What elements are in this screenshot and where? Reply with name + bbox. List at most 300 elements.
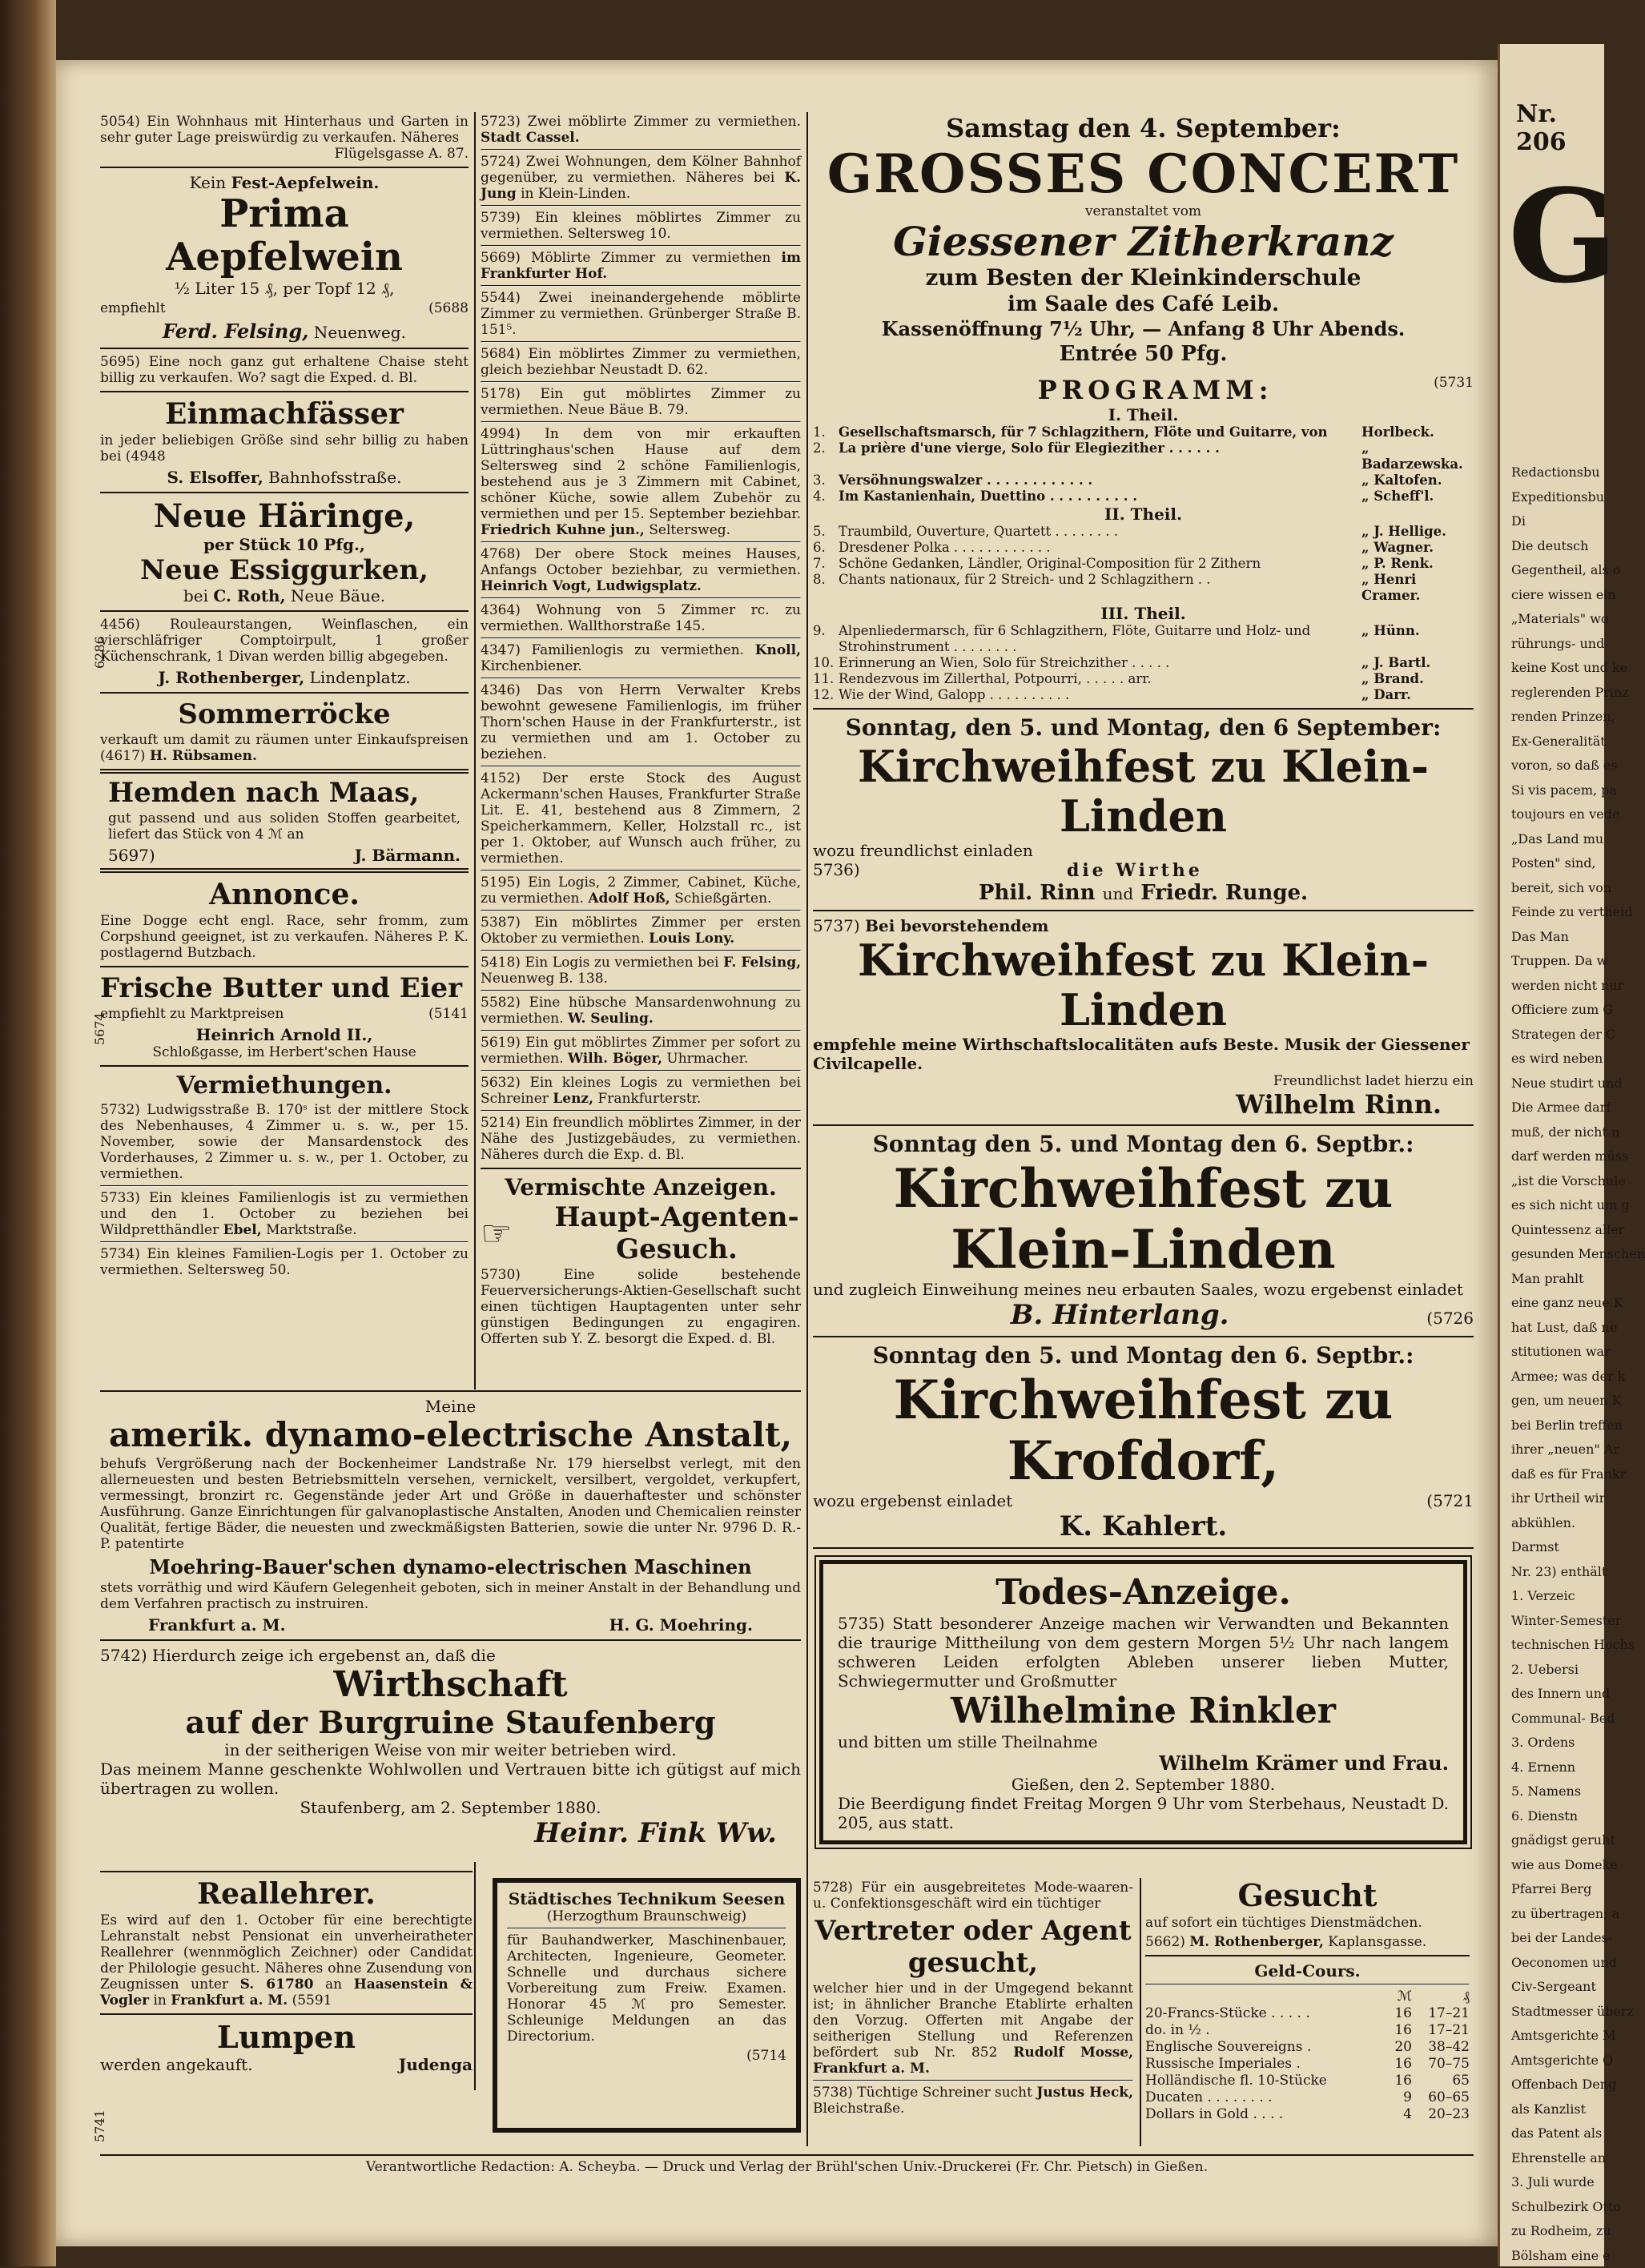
ad-meine: Meine (100, 1397, 801, 1416)
ad-5544: 5544) Zwei ineinandergehende möblirte Zimmer zu vermiethen. Grünberger Straße B. 151⁵. (481, 290, 801, 338)
programm-theil-1: I. Theil. (813, 405, 1474, 424)
ad-einmach-headline: Einmachfässer (100, 397, 469, 431)
page2-line: Offenbach Deng (1511, 2073, 1607, 2097)
programm-item (813, 671, 1474, 687)
page2-line: gnädigst geruht (1511, 1828, 1607, 1853)
kirch4-wozu-row (813, 1491, 1474, 1510)
kirch4-kahlert: K. Kahlert. (813, 1510, 1474, 1542)
divider (100, 391, 469, 392)
ad-hemden-headline: Hemden nach Maas, (108, 777, 461, 809)
ad-technikum-title: Städtisches Technikum Seesen (507, 1889, 786, 1908)
page2-line: Communal- Bed (1511, 1707, 1607, 1731)
todes-anzeige-box (819, 1560, 1467, 1844)
kirch2-intro: 5737) Bei bevorstehendem (813, 916, 1474, 935)
programm-item-title: Erinnerung an Wien, Solo für Streichzither . . . . . (839, 655, 1361, 671)
geld-cours-cell: 20 (1374, 2039, 1412, 2056)
programm-part-1 (813, 424, 1474, 505)
page2-line: darf werden müss (1511, 1144, 1607, 1169)
programm-item-composer: „ Darr. (1361, 687, 1474, 703)
ad-lumpen: werden angekauft. Judenga (100, 2055, 473, 2074)
page2-line: eine ganz neue K (1511, 1291, 1607, 1316)
page2-line: es wird neben (1511, 1047, 1607, 1072)
page2-line: gesunden Menschen (1511, 1242, 1607, 1267)
page2-line: zu Rodheim, zu (1511, 2219, 1607, 2244)
ad-einmach: in jeder beliebigen Größe sind sehr billig zu haben bei (4948 (100, 432, 469, 464)
programm-item-title: Chants nationaux, für 2 Streich- und 2 Schlagzithern . . (839, 572, 1361, 604)
programm-item (813, 489, 1474, 505)
ad-5418: 5418) Ein Logis zu vermiethen bei F. Felsing, Neuenweg B. 138. (481, 955, 801, 987)
ad-5387: 5387) Ein möblirtes Zimmer per ersten Oktober zu vermiethen. Louis Lony. (481, 915, 801, 947)
page2-line: Ex-Generalität (1511, 730, 1607, 754)
programm-item-composer: „ Brand. (1361, 671, 1474, 687)
ad-5195: 5195) Ein Logis, 2 Zimmer, Cabinet, Küche, zu vermiethen. Adolf Hoß, Schießgärten. (481, 875, 801, 907)
todes-beerdigung: Die Beerdigung findet Freitag Morgen 9 Uhr vom Sterbehaus, Neustadt D. 205, aus statt. (838, 1794, 1449, 1832)
programm-item (813, 623, 1474, 655)
page2-line: 2. Uebersi (1511, 1658, 1607, 1683)
geld-cours-cell: 16 (1374, 2005, 1412, 2022)
page2-line: Expeditionsbu (1511, 485, 1607, 510)
geld-cours-row (1145, 2005, 1470, 2022)
ad-essig-headline: Neue Essiggurken, (100, 554, 469, 586)
ad-moehring-text: stets vorräthig und wird Käufern Gelegenheit geboten, sich in meiner Anstalt in der Behandlung und dem Verfahren practisch zu instruiren. (100, 1580, 801, 1612)
programm-item-number: 11. (813, 671, 839, 687)
kirch2-freundl: Freundlichst ladet hierzu ein (1273, 1073, 1474, 1089)
ad-5669: 5669) Möblirte Zimmer zu vermiethen im Frankfurter Hof. (481, 250, 801, 282)
ad-4346: 4346) Das von Herrn Verwalter Krebs bewohnt gewesene Familienlogis, im früher Thorn'schen Hause in der Frankfurterstr., ist zu vermiethen und am 1. October zu beziehen. (481, 682, 801, 762)
page2-line: Quintessenz aller (1511, 1218, 1607, 1243)
ad-elsoffer: S. Elsoffer, Bahnhofsstraße. (100, 468, 469, 487)
geld-cours-cell: Dollars in Gold . . . . (1145, 2106, 1374, 2123)
geld-cours-cell: 17–21 (1412, 2005, 1470, 2022)
programm-title: PROGRAMM: (1038, 375, 1273, 405)
concert-zitherkranz: Giessener Zitherkranz (813, 219, 1474, 264)
ad-lumpen-headline: Lumpen (100, 2020, 473, 2055)
ad-technikum-text: für Bauhandwerker, Maschinenbauer, Architecten, Ingenieure, Geometer. Schnelle und durchaus sichere Vorbereitung zum Freiw. Examen. Honorar 45 ℳ pro Semester. Schleunige Meldungen an das Directorium. (507, 1932, 786, 2045)
page2-initial: G (1508, 172, 1618, 300)
real-block (100, 1866, 473, 2150)
technikum-block (493, 1878, 801, 2142)
ad-4456: 4456) Rouleaurstangen, Weinflaschen, ein vierschläfriger Comptoirpult, 1 großer Küchenschrank, 1 Divan werden billig abgegeben. (100, 617, 469, 665)
column-1 (100, 112, 469, 1281)
concert-entree: Entrée 50 Pfg. (813, 341, 1474, 367)
side-number-5741: 5741 (92, 2109, 107, 2142)
page2-line: zu übertragen; a (1511, 1902, 1607, 1927)
programm-item-number: 10. (813, 655, 839, 671)
gesucht-cours-block (1145, 1878, 1470, 2146)
page2-line: „ist die Vorschule (1511, 1169, 1607, 1194)
geld-cours-cell: 60–65 (1412, 2089, 1470, 2106)
ad-4994: 4994) In dem von mir erkauften Lüttringhaus'schen Hause auf dem Seltersweg sind 2 schöne Familienlogis, bestehend aus je 3 Zimmern mit Cabinet, schöner Küche, sowie allem Zubehör zu vermiethen und per 15. September beziehbar. Friedrich Kuhne jun., Seltersweg. (481, 426, 801, 538)
ad-5730: 5730) Eine solide bestehende Feuerversicherungs-Aktien-Gesellschaft sucht einen tüchtigen Hauptagenten unter sehr günstigen Bedingungen zu engagiren. Offerten sub Y. Z. besorgt die Exped. d. Bl. (481, 1267, 801, 1347)
programm-item-title: Dresdener Polka . . . . . . . . . . . . (839, 540, 1361, 556)
ad-hemden-text: gut passend und aus soliden Stoffen gearbeitet, liefert das Stück von 4 ℳ an (108, 810, 461, 842)
kirch1-headline: Kirchweihfest zu Klein-Linden (813, 742, 1474, 841)
programm-item-composer: „ Hünn. (1361, 623, 1474, 655)
kirch1-wirthe-row (813, 860, 1474, 881)
page2-line: Pfarrei Berg (1511, 1877, 1607, 1902)
page2-line: reglerenden Prinz (1511, 681, 1607, 706)
page2-line: werden nicht nur (1511, 974, 1607, 999)
ad-5632: 5632) Ein kleines Logis zu vermiethen bei Schreiner Lenz, Frankfurterstr. (481, 1075, 801, 1107)
programm-item (813, 655, 1474, 671)
kirch3-zugleich: und zugleich Einweihung meines neu erbauten Saales, wozu ergebenst einladet (813, 1280, 1474, 1299)
ad-haringe-headline: Neue Häringe, (100, 498, 469, 535)
geld-cours-row (1145, 2073, 1470, 2089)
ad-5684: 5684) Ein möblirtes Zimmer zu vermiethen, gleich beziehbar Neustadt D. 62. (481, 346, 801, 378)
ad-prima-headline: Prima Aepfelwein (100, 192, 469, 279)
geld-cours-title: Geld-Cours. (1145, 1961, 1470, 1980)
divider (100, 1185, 469, 1187)
ad-wohlwollen: Das meinem Manne geschenkte Wohlwollen und Vertrauen bitte ich gütigst auf mich übertragen zu wollen. (100, 1759, 801, 1798)
divider (100, 1065, 469, 1067)
page2-line: wie aus Domeke (1511, 1853, 1607, 1878)
page2-line: bereit, sich von (1511, 876, 1607, 901)
kirch4-wozu: wozu ergebenst einladet (813, 1491, 1012, 1510)
divider (100, 966, 469, 967)
wide-block (100, 1385, 801, 1858)
geld-cours-row (1145, 2056, 1470, 2073)
programm-item-composer: „ Scheff'l. (1361, 489, 1474, 505)
page2-line: ihr Urtheil wir (1511, 1486, 1607, 1511)
ad-5619: 5619) Ein gut möblirtes Zimmer per sofort zu vermiethen. Wilh. Böger, Uhrmacher. (481, 1035, 801, 1067)
ad-burgruine: auf der Burgruine Staufenberg (100, 1705, 801, 1740)
ad-wirthschaft-headline: Wirthschaft (100, 1665, 801, 1705)
page2-line: das Patent als (1511, 2121, 1607, 2146)
concert-saale: im Saale des Café Leib. (813, 292, 1474, 317)
geld-cours-row (1145, 2106, 1470, 2123)
page2-line: Si vis pacem, pa (1511, 778, 1607, 803)
page2-line: hat Lust, daß ne (1511, 1316, 1607, 1341)
ad-seither: in der seitherigen Weise von mir weiter betrieben wird. (100, 1740, 801, 1759)
programm-item-composer: „ Wagner. (1361, 540, 1474, 556)
concert-kasse: Kassenöffnung 7½ Uhr, — Anfang 8 Uhr Abends. (813, 317, 1474, 341)
ad-roth: bei C. Roth, Neue Bäue. (100, 586, 469, 605)
page2-line: bei Berlin treffen (1511, 1413, 1607, 1438)
page2-text (1511, 460, 1607, 2268)
kirch2-empfehle: empfehle meine Wirthschaftslocalitäten aufs Beste. Musik der Giessener Civilcapelle. (813, 1035, 1474, 1073)
programm-item-number: 5. (813, 524, 839, 540)
ad-5739: 5739) Ein kleines möblirtes Zimmer zu vermiethen. Seltersweg 10. (481, 210, 801, 242)
geld-cours-cell: 9 (1374, 2089, 1412, 2106)
page2-line: „Das Land mu (1511, 827, 1607, 852)
kirch1-no: 5736) (813, 860, 860, 881)
geld-cours-cell: 17–21 (1412, 2022, 1470, 2039)
kirch1-wirthe: die Wirthe (1067, 860, 1203, 881)
page2-line: keine Kost und ke (1511, 656, 1607, 681)
ad-5695: 5695) Eine noch ganz gut erhaltene Chaise steht billig zu verkaufen. Wo? sagt die Exped. d. Bl. (100, 354, 469, 386)
programm-item-title: Gesellschaftsmarsch, für 7 Schlagzithern, Flöte und Guitarre, von (839, 424, 1361, 440)
programm-item-title: Alpenliedermarsch, für 6 Schlagzithern, Flöte, Guitarre und Holz- und Strohinstrument . . . . . . . . (839, 623, 1361, 655)
ad-5582: 5582) Eine hübsche Mansardenwohnung zu vermiethen. W. Seuling. (481, 995, 801, 1027)
page2-line: Officiere zum G (1511, 998, 1607, 1023)
programm-item-title: Schöne Gedanken, Ländler, Original-Composition für 2 Zithern (839, 556, 1361, 572)
geld-cours-cell: 16 (1374, 2022, 1412, 2039)
ad-vertreter-headline: Vertreter oder Agent (813, 1915, 1133, 1947)
ad-sommer: verkauft um damit zu räumen unter Einkaufspreisen (4617) H. Rübsamen. (100, 732, 469, 764)
programm-item-composer: „ J. Bartl. (1361, 655, 1474, 671)
todes-bitten-row: und bitten um stille Theilnahme (838, 1732, 1449, 1751)
ad-5732: 5732) Ludwigsstraße B. 170ˢ ist der mittlere Stock des Nebenhauses, 4 Zimmer u. s. w., per 15. November, sowie der Mansardenstock des Vorderhauses, 2 Zimmer u. s. w., per 1. October, zu vermiethen. (100, 1102, 469, 1182)
column-rule-2 (806, 112, 808, 2146)
geld-cours-cell: 70–75 (1412, 2056, 1470, 2073)
page2-line: rührungs- und (1511, 632, 1607, 657)
kirch4-date: Sonntag den 5. und Montag den 6. Septbr.: (813, 1342, 1474, 1369)
ad-5728: 5728) Für ein ausgebreitetes Mode-waaren- u. Confektionsgeschäft wird ein tüchtiger (813, 1880, 1133, 1912)
kirch4-headline: Kirchweihfest zu Krofdorf, (813, 1369, 1474, 1491)
page2-line: toujours en vede (1511, 802, 1607, 827)
page2-line: Truppen. Da w (1511, 949, 1607, 974)
programm-item-number: 2. (813, 440, 839, 472)
ad-moehring: Moehring-Bauer'schen dynamo-electrischen Maschinen (100, 1555, 801, 1578)
side-number-5674: 5674 (92, 1012, 107, 1045)
ad-gesucht2-headline: Gesucht (1145, 1878, 1470, 1913)
ad-reallehrer-headline: Reallehrer. (100, 1877, 473, 1911)
ad-4768: 4768) Der obere Stock meines Hauses, Anfangs October beziehbar, zu vermiethen. Heinrich Vogt, Ludwigsplatz. (481, 546, 801, 594)
newspaper-page (56, 60, 1498, 2246)
page2-line: es sich nicht um g (1511, 1193, 1607, 1218)
programm-item-title: Im Kastanienhain, Duettino . . . . . . . . . . (839, 489, 1361, 505)
geld-cours-header: ℳ ₰ (1145, 1989, 1470, 2005)
programm-item-number: 4. (813, 489, 839, 505)
geld-cours-cell: Ducaten . . . . . . . . (1145, 2089, 1374, 2106)
page2-line: Strategen der C (1511, 1023, 1607, 1048)
page2-line: muß, der nicht n (1511, 1120, 1607, 1145)
page2-line: voron, so daß es (1511, 754, 1607, 778)
divider (100, 610, 469, 612)
ad-vertreter-text: welcher hier und in der Umgegend bekannt ist; in ähnlicher Branche Etablirte erhalten den Vorzug. Offerten mit Angabe der seitherigen Stellung und Referenzen befördert sub Nr. 852 Rudolf Mosse, Frankfurt a. M. (813, 1980, 1133, 2077)
geld-cours-row (1145, 2022, 1470, 2039)
ad-sommer-headline: Sommerröcke (100, 698, 469, 730)
programm-item (813, 440, 1474, 472)
programm-item-title: Rendezvous im Zillerthal, Potpourri, . . . . . arr. (839, 671, 1361, 687)
concert-besten: zum Besten der Kleinkinderschule (813, 264, 1474, 292)
programm-item-title: Wie der Wind, Galopp . . . . . . . . . . (839, 687, 1361, 703)
concert-date: Samstag den 4. September: (813, 112, 1474, 144)
page2-line: ihrer „neuen" Ar (1511, 1438, 1607, 1462)
todes-text: 5735) Statt besonderer Anzeige machen wir Verwandten und Bekannten die traurige Mittheilung von dem gestern Morgen 5½ Uhr nach langem schweren Leiden erfolgten Ableben unserer lieben Mutter, Schwiegermutter und Großmutter (838, 1614, 1449, 1691)
geld-cours-cell: 4 (1374, 2106, 1412, 2123)
programm-item-composer: „ Badarzewska. (1361, 440, 1474, 472)
ad-5054: 5054) Ein Wohnhaus mit Hinterhaus und Garten in sehr guter Lage preiswürdig zu verkaufen. Näheres Flügelsgasse A. 87. (100, 114, 469, 162)
page2-line: Armee; was der k (1511, 1365, 1607, 1389)
column-rule-3 (474, 1862, 476, 2090)
programm-item-composer: Horlbeck. (1361, 424, 1474, 440)
ad-4347: 4347) Familienlogis zu vermiethen. Knoll, Kirchenbiener. (481, 642, 801, 674)
geld-cours-cell: Englische Souvereigns . (1145, 2039, 1374, 2056)
geld-cours-table (1145, 2005, 1470, 2123)
programm-part-3 (813, 623, 1474, 703)
page2-line: 6. Dienstn (1511, 1804, 1607, 1829)
page2-line: 4. Ernenn (1511, 1755, 1607, 1780)
page2-line: technischen Hochs (1511, 1633, 1607, 1658)
programm-item-composer: „ J. Hellige. (1361, 524, 1474, 540)
concert-headline: GROSSES CONCERT (813, 144, 1474, 203)
page2-line: Die deutsch (1511, 534, 1607, 559)
ad-hemden-sign: 5697) J. Bärmann. (108, 846, 461, 865)
programm-item (813, 540, 1474, 556)
programm-item-number: 3. (813, 472, 839, 489)
programm-item-number: 6. (813, 540, 839, 556)
programm-theil-3: III. Theil. (813, 604, 1474, 623)
programm-item (813, 472, 1474, 489)
ad-5723: 5723) Zwei möblirte Zimmer zu vermiethen. Stadt Cassel. (481, 114, 801, 146)
ad-technikum-no: (5714 (507, 2048, 786, 2064)
ad-reallehrer: Es wird auf den 1. October für eine berechtigte Lehranstalt nebst Pensionat ein unverheiratheter Reallehrer (wennmöglich Zeichner) oder Candidat der Philologie gesucht. Näheres ohne Zusendung von Zeugnissen unter S. 61780 an Haasenstein & Vogler in Frankfurt a. M. (5591 (100, 1912, 473, 2009)
programm-item-number: 12. (813, 687, 839, 703)
programm-item-composer: „ Kaltofen. (1361, 472, 1474, 489)
kirch3-headline: Kirchweihfest zu Klein-Linden (813, 1158, 1474, 1280)
footer-imprint: Verantwortliche Redaction: A. Scheyba. — Druck und Verlag der Brühl'schen Univ.-Druckerei (Fr. Chr. Pietsch) in Gießen. (100, 2154, 1474, 2175)
kirch2-headline: Kirchweihfest zu Klein-Linden (813, 935, 1474, 1035)
page2-line: Amtsgerichte O (1511, 2049, 1607, 2073)
programm-item (813, 572, 1474, 604)
page2-line: bei der Landes- (1511, 1926, 1607, 1951)
ad-prima-price: ½ Liter 15 ₰, per Topf 12 ₰, (100, 279, 469, 299)
programm-item (813, 424, 1474, 440)
ad-gesucht2-text: auf sofort ein tüchtiges Dienstmädchen. (1145, 1915, 1470, 1931)
page2-line: stitutionen war (1511, 1340, 1607, 1365)
page2-nr: Nr. 206 (1516, 100, 1604, 156)
ad-4152: 4152) Der erste Stock des August Ackermann'schen Hauses, Frankfurter Straße Lit. E. 41, bestehend aus 8 Zimmern, 2 Speicherkammern, Keller, Holzstall rc., ist per 1. Oktober, auf Wunsch auch früher, zu vermiethen. (481, 770, 801, 867)
ad-haupt (481, 1201, 801, 1265)
kirch3-no: (5726 (1426, 1309, 1474, 1328)
ad-annonce-headline: Annonce. (100, 878, 469, 911)
programm-header (813, 375, 1474, 405)
page2-line: „Materials" wo (1511, 607, 1607, 632)
geld-cours-cell: 16 (1374, 2073, 1412, 2089)
programm-no: (5731 (1434, 375, 1474, 405)
page2-line: Gegentheil, als o (1511, 558, 1607, 583)
ad-felsing: Ferd. Felsing, Neuenweg. (100, 320, 469, 343)
ad-haringe-price: per Stück 10 Pfg., (100, 535, 469, 554)
page2-line: 3. Ordens (1511, 1731, 1607, 1755)
column-rule-1 (474, 112, 476, 1389)
divider (100, 348, 469, 349)
programm-part-2 (813, 524, 1474, 604)
page2-line: Die Armee darf (1511, 1096, 1607, 1120)
geld-cours-cell: 20–23 (1412, 2106, 1470, 2123)
programm-item-number: 8. (813, 572, 839, 604)
ad-kein: Kein Fest-Aepfelwein. (100, 173, 469, 192)
kirch2-rinn: Wilhelm Rinn. (813, 1089, 1474, 1120)
todes-headline: Todes-Anzeige. (838, 1572, 1449, 1614)
kirch3-date: Sonntag den 5. und Montag den 6. Septbr.: (813, 1131, 1474, 1158)
ad-arnold-addr: Schloßgasse, im Herbert'schen Hause (100, 1044, 469, 1060)
page2-line: Feinde zu vertheid (1511, 900, 1607, 925)
side-number-6286: 6286 (92, 636, 107, 669)
page2-line: Das Man (1511, 925, 1607, 950)
programm-theil-2: II. Theil. (813, 505, 1474, 524)
ad-amerik-headline: amerik. dynamo-electrische Anstalt, (100, 1416, 801, 1454)
divider (100, 167, 469, 168)
programm-item (813, 524, 1474, 540)
ad-annonce-text: Eine Dogge echt engl. Race, sehr fromm, zum Corpshund geeignet, ist zu verkaufen. Näheres P. K. postlagernd Butzbach. (100, 913, 469, 961)
ad-5742: 5742) Hierdurch zeige ich ergebenst an, daß die (100, 1646, 801, 1665)
kirch3-sign (813, 1299, 1474, 1331)
page2-line: Ehrenstelle an (1511, 2146, 1607, 2171)
page2-line: Posten" sind, (1511, 851, 1607, 876)
ad-moehring-sign: Frankfurt a. M. H. G. Moehring. (100, 1615, 801, 1635)
ad-butter: empfiehlt zu Marktpreisen (5141 (100, 1006, 469, 1022)
kirch3-hinterlang: B. Hinterlang. (1011, 1299, 1229, 1331)
geld-cours-cell: do. in ½ . (1145, 2022, 1374, 2039)
section-vermiethungen: Vermiethungen. (100, 1072, 469, 1100)
geld-cours-cell: 16 (1374, 2056, 1412, 2073)
ad-fink: Heinr. Fink Ww. (100, 1817, 801, 1849)
ad-butter-headline: Frische Butter und Eier (100, 972, 469, 1004)
todes-name: Wilhelmine Rinkler (838, 1691, 1449, 1732)
kirch2-sign (813, 1073, 1474, 1089)
ad-technikum-box (493, 1878, 801, 2133)
geld-cours-row (1145, 2089, 1470, 2106)
todes-date: Gießen, den 2. September 1880. (838, 1775, 1449, 1794)
page2-line: Nr. 23) enthält (1511, 1560, 1607, 1585)
ad-5214: 5214) Ein freundlich möblirtes Zimmer, in der Nähe des Justizgebäudes, zu vermiethen. Näheres durch die Exp. d. Bl. (481, 1115, 801, 1163)
page2-line: Civ-Sergeant (1511, 1975, 1607, 2000)
page2-line: ciere wissen ein (1511, 583, 1607, 608)
divider (100, 692, 469, 694)
ad-prima-empf: empfiehlt (5688 (100, 300, 469, 316)
page2-line: Darmst (1511, 1535, 1607, 1560)
ad-technikum-sub: (Herzogthum Braunschweig) (507, 1908, 786, 1924)
todes-kramer: Wilhelm Krämer und Frau. (838, 1751, 1449, 1775)
programm-item-number: 9. (813, 623, 839, 655)
ad-5724: 5724) Zwei Wohnungen, dem Kölner Bahnhof gegenüber, zu vermiethen. Näheres bei K. Jung in Klein-Linden. (481, 154, 801, 202)
programm-item-composer: „ P. Renk. (1361, 556, 1474, 572)
column-3 (813, 112, 1474, 2146)
kirch4-no: (5721 (1426, 1491, 1474, 1510)
ad-5738: 5738) Tüchtige Schreiner sucht Justus Heck, Bleichstraße. (813, 2085, 1133, 2117)
kirch1-names: Phil. Rinn und Friedr. Runge. (813, 881, 1474, 905)
page2-line: Man prahlt (1511, 1267, 1607, 1292)
page2-line: daß es für Frankr (1511, 1462, 1607, 1487)
section-vermischte: Vermischte Anzeigen. (481, 1174, 801, 1201)
programm-item (813, 556, 1474, 572)
ad-rothenberger: J. Rothenberger, Lindenplatz. (100, 668, 469, 687)
programm-item-title: Versöhnungswalzer . . . . . . . . . . . . (839, 472, 1361, 489)
concert-veranst: veranstaltet vom (813, 203, 1474, 219)
ad-5734: 5734) Ein kleines Familien-Logis per 1. October zu vermiethen. Seltersweg 50. (100, 1246, 469, 1278)
geld-cours-cell: 20-Francs-Stücke . . . . . (1145, 2005, 1374, 2022)
page2-line: Schulbezirk Otto (1511, 2195, 1607, 2220)
ad-5178: 5178) Ein gut möblirtes Zimmer zu vermiethen. Neue Bäue B. 79. (481, 386, 801, 418)
programm-item-number: 1. (813, 424, 839, 440)
kirch1-date: Sonntag, den 5. und Montag, den 6 September: (813, 714, 1474, 742)
page2-line: 5. Namens (1511, 1779, 1607, 1804)
geld-cours-cell: Russische Imperiales . (1145, 2056, 1374, 2073)
ad-5662: 5662) M. Rothenberger, Kaplansgasse. (1145, 1934, 1470, 1950)
page2-line: Winter-Semester (1511, 1609, 1607, 1634)
divider (100, 1241, 469, 1243)
page2-line: Bölsham eine e (1511, 2244, 1607, 2268)
page2-line: 1. Verzeic (1511, 1584, 1607, 1609)
ad-5733: 5733) Ein kleines Familienlogis ist zu vermiethen und den 1. October zu beziehen bei Wildpretthändler Ebel, Marktstraße. (100, 1190, 469, 1238)
programm-item-title: Traumbild, Ouverture, Quartett . . . . . . . . (839, 524, 1361, 540)
page2-line: des Innern und (1511, 1682, 1607, 1707)
next-page-edge (1498, 44, 1604, 2266)
vertreter-block (813, 1878, 1141, 2146)
ad-4364: 4364) Wohnung von 5 Zimmer rc. zu vermiethen. Wallthorstraße 145. (481, 602, 801, 634)
page2-line: gen, um neuen K (1511, 1389, 1607, 1413)
ad-arnold: Heinrich Arnold II., (100, 1025, 469, 1044)
ad-gesucht-headline: gesucht, (813, 1947, 1133, 1979)
page2-line: Amtsgerichte M (1511, 2024, 1607, 2049)
page2-line: als Kanzlist (1511, 2097, 1607, 2122)
geld-cours-row (1145, 2039, 1470, 2056)
ad-staufenberg-date: Staufenberg, am 2. September 1880. (100, 1798, 801, 1817)
page2-line: abkühlen. (1511, 1511, 1607, 1536)
page2-line: Redactionsbu (1511, 460, 1607, 485)
